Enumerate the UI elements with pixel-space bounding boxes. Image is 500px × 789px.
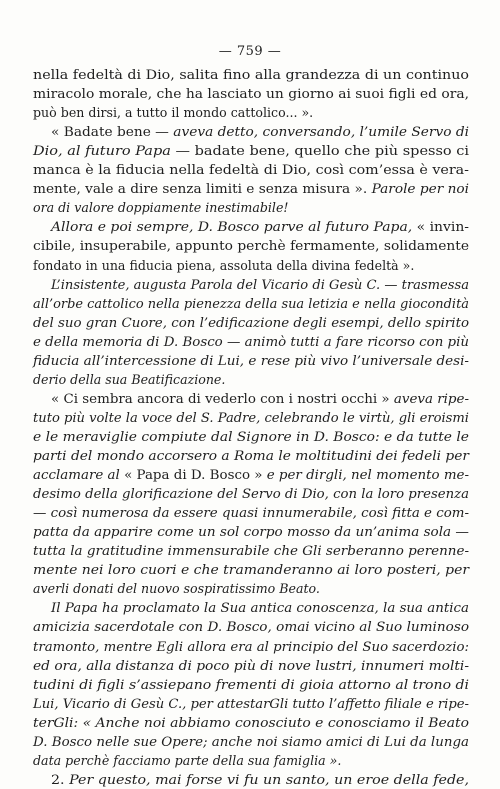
text-line xyxy=(0,217,500,236)
text-line xyxy=(0,65,500,84)
italic-text-run: patta da apparire come un sol corpo mosso da un’anima sola — xyxy=(33,524,469,540)
text-line xyxy=(0,465,500,484)
italic-text-run: mente nei loro cuori e che tramanderanno ai loro posteri, per xyxy=(33,562,469,578)
text-run: « Papa di D. Bosco » xyxy=(124,467,263,483)
text-run: nella fedeltà di Dio, salita fino alla grandezza di un continuo xyxy=(33,67,469,82)
text-run: miracolo morale, che ha lasciato un giorno ai suoi figli ed ora, xyxy=(33,86,469,102)
italic-text-run: Dio, al futuro Papa xyxy=(33,143,171,159)
italic-text-run: Parole per noi xyxy=(371,181,469,197)
text-line xyxy=(0,503,500,522)
text-line xyxy=(0,198,500,217)
italic-text-run: amicizia sacerdotale con D. Bosco, omai vicino al Suo luminoso xyxy=(33,619,470,635)
italic-text-run: aveva ripe- xyxy=(393,390,470,406)
text-line xyxy=(0,179,500,198)
italic-text-run: Per questo, mai forse vi fu un santo, un eroe della fede, xyxy=(69,771,469,787)
text-line xyxy=(0,770,500,789)
text-run: — badate bene, quello che più spesso ci xyxy=(170,143,470,159)
italic-text-run: tramonto, mentre Egli allora era al principio del Suo sacerdozio: xyxy=(33,638,469,654)
text-line xyxy=(0,446,500,465)
italic-text-run: terGli: « Anche noi abbiamo conosciuto e conosciamo il Beato xyxy=(33,714,470,730)
text-line xyxy=(0,122,500,141)
text-run: mente, vale a dire senza limiti e senza misura ». xyxy=(33,181,372,197)
text-line xyxy=(0,713,500,732)
italic-text-run: Il Papa ha proclamato la Sua antica conoscenza, la sua antica xyxy=(51,600,469,616)
text-line xyxy=(0,294,500,313)
text-line xyxy=(0,103,500,122)
text-line xyxy=(0,236,500,255)
text-line xyxy=(0,351,500,370)
text-run: « Badate bene — xyxy=(51,124,174,140)
italic-text-run: tudini di figli s’assiepano frementi di gioia attorno al trono di xyxy=(33,676,469,692)
italic-text-run: ora di valore doppiamente inestimabile! xyxy=(33,200,289,216)
italic-text-run: aveva detto, conversando, l’umile Servo di xyxy=(173,124,469,140)
italic-text-run: D. Bosco nelle sue Opere; anche noi siamo amici di Lui da lunga xyxy=(33,733,469,749)
text-line xyxy=(0,484,500,503)
text-line xyxy=(0,694,500,713)
italic-text-run: acclamare al xyxy=(33,467,125,483)
italic-text-run: desimo della glorificazione del Servo di Dio, con la loro presenza xyxy=(33,486,469,502)
text-line xyxy=(0,598,500,617)
text-line xyxy=(0,732,500,751)
italic-text-run: parti del mondo accorsero a Roma le moltitudini dei fedeli per xyxy=(33,448,469,463)
text-line xyxy=(0,637,500,656)
text-run: può ben dirsi, a tutto il mondo cattolico... ». xyxy=(33,105,314,121)
text-run: manca è la fiducia nella fedeltà di Dio, così com’essa è vera- xyxy=(33,162,470,178)
text-run: « Ci sembra ancora di vederlo con i nostri occhi » xyxy=(51,390,394,406)
text-line xyxy=(0,522,500,541)
italic-text-run: e per dirgli, nel momento me- xyxy=(262,467,469,483)
text-line xyxy=(0,560,500,579)
text-line xyxy=(0,408,500,427)
italic-text-run: fiducia all’intercessione di Lui, e rese più vivo l’universale desi- xyxy=(33,352,469,368)
italic-text-run: all’orbe cattolico nella pienezza della sua letizia e nella giocondità xyxy=(33,295,469,311)
text-line xyxy=(0,160,500,179)
text-line xyxy=(0,751,500,770)
text-line xyxy=(0,541,500,560)
text-line xyxy=(0,256,500,275)
text-line xyxy=(0,427,500,446)
text-line xyxy=(0,370,500,389)
italic-text-run: averli donati del nuovo sospiratissimo Beato. xyxy=(33,581,320,597)
italic-text-run: Allora e poi sempre, D. Bosco parve al futuro Papa, xyxy=(51,219,417,235)
text-line xyxy=(0,579,500,598)
italic-text-run: tutta la gratitudine immensurabile che Gli serberanno perenne- xyxy=(33,543,469,559)
page-number: — 759 — xyxy=(218,44,282,59)
italic-text-run: ed ora, alla distanza di poco più di nove lustri, innumeri molti- xyxy=(33,657,469,673)
text-run: fondato in una fiducia piena, assoluta della divina fedeltà ». xyxy=(33,257,415,273)
italic-text-run: tuto più volte la voce del S. Padre, celebrando le virtù, gli eroismi xyxy=(33,409,469,425)
text-line xyxy=(0,332,500,351)
italic-text-run: Lui, Vicario di Gesù C., per attestarGli tutto l’affetto filiale e ripe- xyxy=(33,695,469,711)
text-line xyxy=(0,617,500,636)
text-run: 2. xyxy=(51,771,70,787)
italic-text-run: data perchè facciamo parte della sua famiglia ». xyxy=(33,752,342,768)
italic-text-run: e della memoria di D. Bosco — animò tutti a fare ricorso con più xyxy=(33,333,469,349)
italic-text-run: del suo gran Cuore, con l’edificazione degli esempi, dello spirito xyxy=(33,314,469,330)
text-line xyxy=(0,275,500,294)
text-run: cibile, insuperabile, appunto perchè fermamente, solidamente xyxy=(33,238,469,254)
text-line xyxy=(0,656,500,675)
italic-text-run: derio della sua Beatificazione. xyxy=(33,371,226,387)
italic-text-run: L’insistente, augusta Parola del Vicario di Gesù C. — trasmessa xyxy=(51,276,469,292)
text-line xyxy=(0,389,500,408)
text-run: « invin- xyxy=(416,219,469,235)
italic-text-run: e le meraviglie compiute dal Signore in D. Bosco: e da tutte le xyxy=(33,428,469,444)
text-line xyxy=(0,84,500,103)
text-line xyxy=(0,141,500,160)
italic-text-run: — così numerosa da essere quasi innumerabile, così fitta e com- xyxy=(33,505,469,521)
text-line xyxy=(0,675,500,694)
text-line xyxy=(0,313,500,332)
